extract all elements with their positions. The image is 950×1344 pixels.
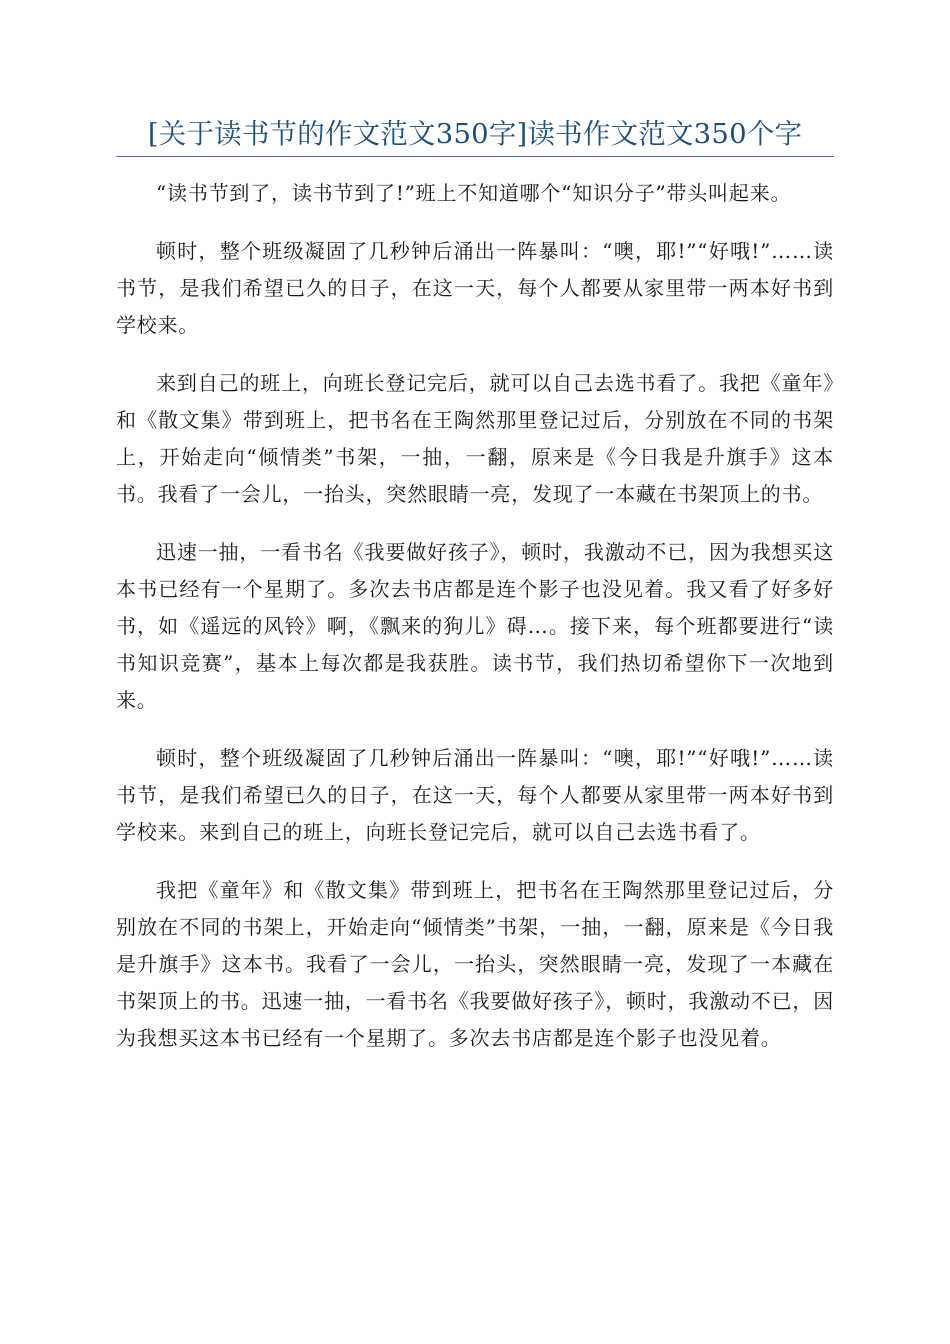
title-block: [116, 112, 834, 157]
paragraph-5: 顿时，整个班级凝固了几秒钟后涌出一阵暴叫：“噢，耶!”“好哦!”……读书节，是我们希望已久的日子，在这一天，每个人都要从家里带一两本好书到学校来。来到自己的班上，向班长登记完后，就可以自己去选书看了。: [116, 746, 834, 844]
paragraph-3: 来到自己的班上，向班长登记完后，就可以自己去选书看了。我把《童年》和《散文集》带到班上，把书名在王陶然那里登记过后，分别放在不同的书架上，开始走向“倾情类”书架，一抽，一翻，原来是《今日我是升旗手》这本书。我看了一会儿，一抬头，突然眼睛一亮，发现了一本藏在书架顶上的书。: [116, 371, 834, 506]
paragraph-6: 我把《童年》和《散文集》带到班上，把书名在王陶然那里登记过后，分别放在不同的书架上，开始走向“倾情类”书架，一抽，一翻，原来是《今日我是升旗手》这本书。我看了一会儿，一抬头，突然眼睛一亮，发现了一本藏在书架顶上的书。迅速一抽，一看书名《我要做好孩子》，顿时，我激动不已，因为我想买这本书已经有一个星期了。多次去书店都是连个影子也没见着。: [116, 878, 834, 1050]
document-title: [关于读书节的作文范文350字]读书作文范文350个字: [147, 118, 803, 150]
paragraph-1: “读书节到了，读书节到了!”班上不知道哪个“知识分子”带头叫起来。: [156, 181, 792, 205]
paragraph-4: 迅速一抽，一看书名《我要做好孩子》，顿时，我激动不已，因为我想买这本书已经有一个星期了。多次去书店都是连个影子也没见着。我又看了好多好书，如《遥远的风铃》啊，《飘来的狗儿》碍…。接下来，每个班都要进行“读书知识竞赛”，基本上每次都是我获胜。读书节，我们热切希望你下一次地到来。: [116, 540, 834, 712]
document-body: [116, 175, 834, 1078]
paragraph-2: 顿时，整个班级凝固了几秒钟后涌出一阵暴叫：“噢，耶!”“好哦!”……读书节，是我们希望已久的日子，在这一天，每个人都要从家里带一两本好书到学校来。: [116, 239, 834, 337]
